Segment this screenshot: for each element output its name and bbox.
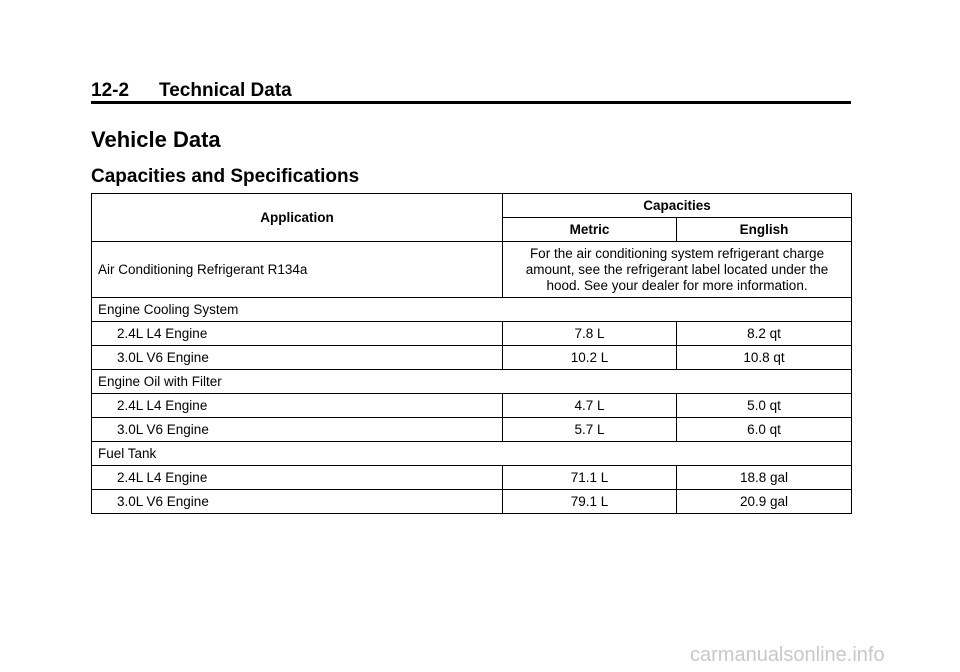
group-label: Fuel Tank bbox=[92, 442, 852, 466]
row-english: 10.8 qt bbox=[677, 346, 852, 370]
table-group-row bbox=[92, 442, 852, 466]
group-label: Engine Oil with Filter bbox=[92, 370, 852, 394]
table-row bbox=[92, 418, 852, 442]
section-title: Vehicle Data bbox=[91, 127, 221, 152]
row-english: 18.8 gal bbox=[677, 466, 852, 490]
table-row bbox=[92, 466, 852, 490]
table-group-row bbox=[92, 370, 852, 394]
chapter-title: Technical Data bbox=[159, 80, 292, 101]
row-metric: 71.1 L bbox=[503, 466, 677, 490]
watermark: carmanualsonline.info bbox=[690, 644, 885, 666]
table-row bbox=[92, 394, 852, 418]
table-row bbox=[92, 322, 852, 346]
running-header bbox=[91, 80, 292, 102]
table-group-row bbox=[92, 298, 852, 322]
row-metric: 7.8 L bbox=[503, 322, 677, 346]
row-application: 2.4L L4 Engine bbox=[92, 322, 503, 346]
row-metric: 10.2 L bbox=[503, 346, 677, 370]
capacities-table bbox=[91, 193, 852, 514]
row-application: 2.4L L4 Engine bbox=[92, 466, 503, 490]
row-english: 6.0 qt bbox=[677, 418, 852, 442]
row-metric: 5.7 L bbox=[503, 418, 677, 442]
row-application: 3.0L V6 Engine bbox=[92, 490, 503, 514]
ac-refrigerant-application: Air Conditioning Refrigerant R134a bbox=[92, 242, 503, 298]
header-metric: Metric bbox=[503, 218, 677, 242]
page-number: 12-2 bbox=[91, 80, 130, 101]
header-capacities: Capacities bbox=[503, 194, 852, 218]
table-row bbox=[92, 490, 852, 514]
header-rule bbox=[91, 101, 851, 104]
row-metric: 4.7 L bbox=[503, 394, 677, 418]
header-application: Application bbox=[92, 194, 503, 242]
subsection-title: Capacities and Specifications bbox=[91, 166, 360, 187]
header-english: English bbox=[677, 218, 852, 242]
table-row bbox=[92, 346, 852, 370]
group-label: Engine Cooling System bbox=[92, 298, 852, 322]
table-header-row bbox=[92, 194, 852, 218]
ac-refrigerant-note: For the air conditioning system refrigerant charge amount, see the refrigerant label located under the hood. See your dealer for more information. bbox=[503, 242, 852, 298]
row-english: 8.2 qt bbox=[677, 322, 852, 346]
row-application: 3.0L V6 Engine bbox=[92, 346, 503, 370]
row-english: 20.9 gal bbox=[677, 490, 852, 514]
row-application: 3.0L V6 Engine bbox=[92, 418, 503, 442]
row-application: 2.4L L4 Engine bbox=[92, 394, 503, 418]
row-metric: 79.1 L bbox=[503, 490, 677, 514]
table-row bbox=[92, 242, 852, 298]
row-english: 5.0 qt bbox=[677, 394, 852, 418]
